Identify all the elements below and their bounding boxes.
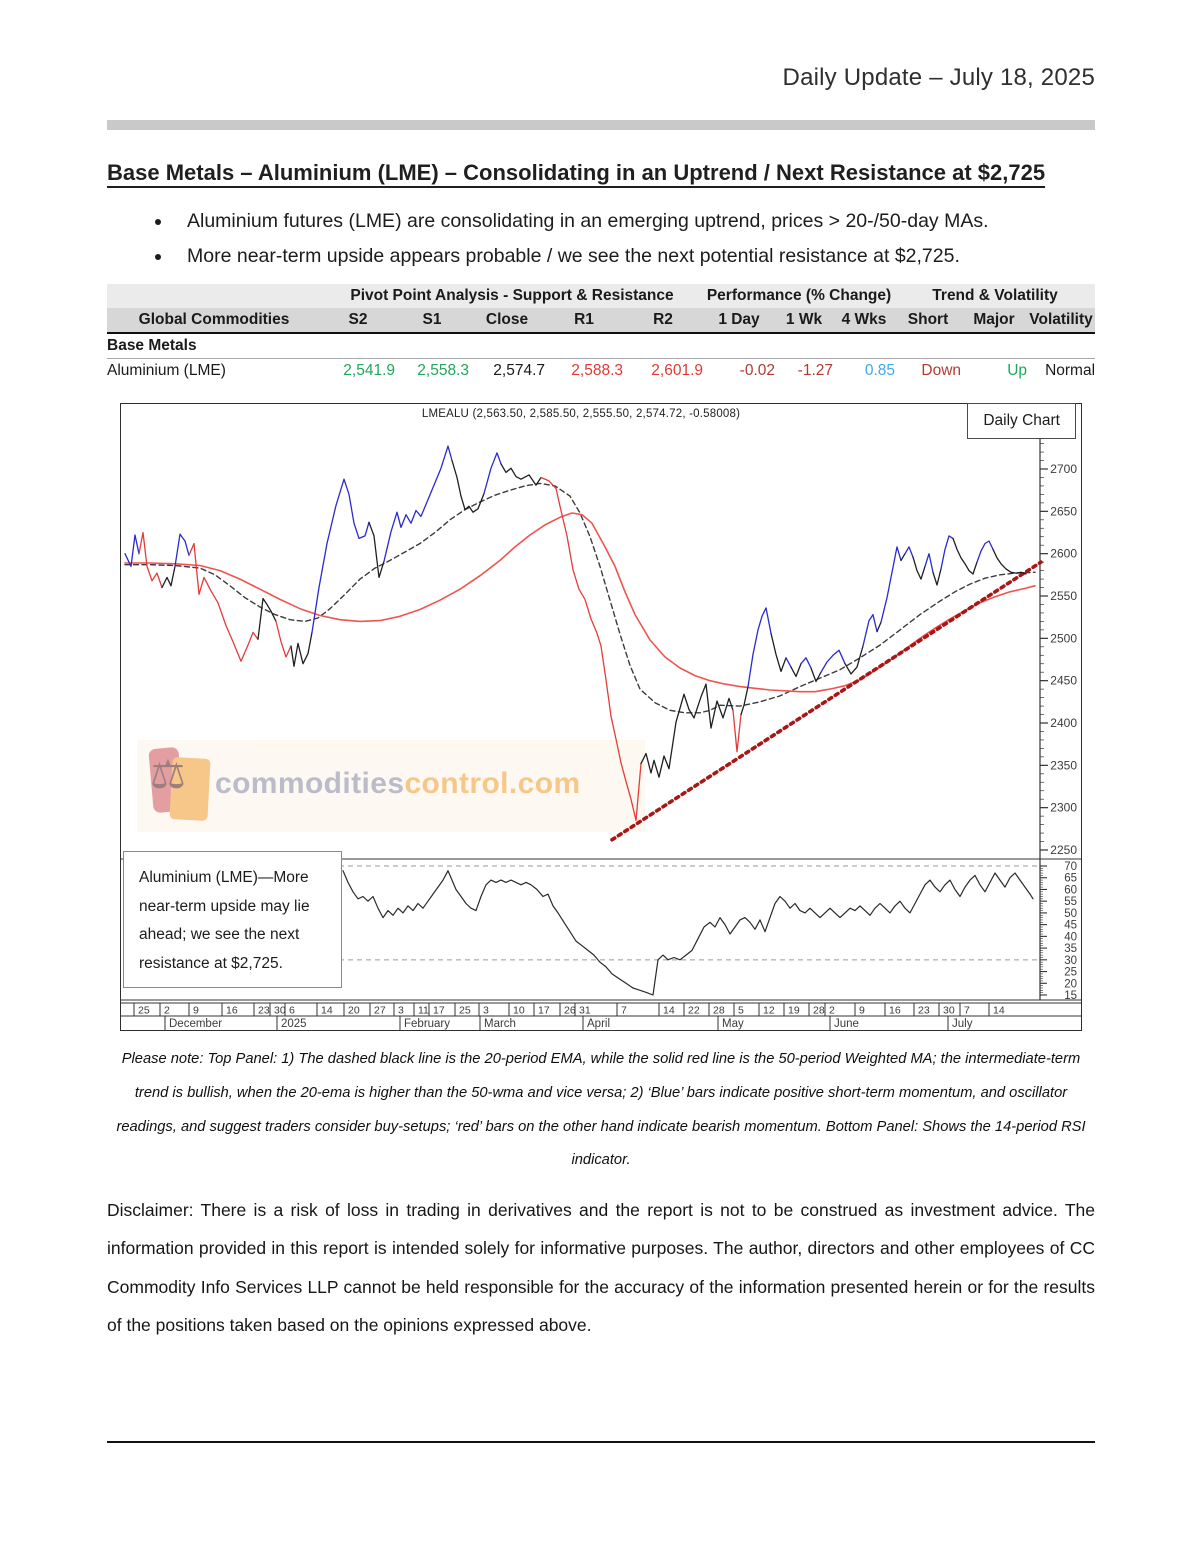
svg-text:19: 19 <box>788 1004 800 1017</box>
col-s2: S2 <box>321 308 395 333</box>
chart-footnote: Please note: Top Panel: 1) The dashed black line is the 20-period EMA, while the solid red line is the 50-period Weighted MA; the intermediate-term trend is bullish, when the 20-ema is higher than the 50-wma and vice versa; 2) ‘Blue’ bars indicate positive short-term momentum, and oscillator readings, and suggest traders consider buy-setups; ‘red’ bars on the other hand indicate bearish momentum. Bottom Panel: Shows the 14-period RSI indicator. <box>116 1051 1086 1169</box>
cell-close: 2,574.7 <box>469 359 545 384</box>
cell-1wk: -1.27 <box>775 359 833 384</box>
svg-text:6: 6 <box>289 1004 295 1017</box>
footer-rule <box>107 1441 1095 1443</box>
svg-text:March: March <box>484 1018 516 1030</box>
cell-4wks: 0.85 <box>833 359 895 384</box>
svg-text:2250: 2250 <box>1050 843 1077 857</box>
svg-text:55: 55 <box>1064 896 1077 909</box>
cell-volatility: Normal <box>1027 359 1095 384</box>
svg-text:25: 25 <box>138 1004 150 1017</box>
svg-text:23: 23 <box>258 1004 270 1017</box>
svg-text:9: 9 <box>193 1004 199 1017</box>
svg-text:20: 20 <box>348 1004 360 1017</box>
col-global-commodities: Global Commodities <box>107 308 321 333</box>
svg-text:35: 35 <box>1064 943 1077 956</box>
watermark-text: commoditiescontrol.com <box>215 767 581 800</box>
svg-text:65: 65 <box>1064 872 1077 885</box>
svg-text:60: 60 <box>1064 884 1077 897</box>
svg-text:2350: 2350 <box>1050 758 1077 773</box>
group-header-performance: Performance (% Change) <box>703 284 895 308</box>
svg-text:31: 31 <box>579 1004 591 1017</box>
svg-text:7: 7 <box>964 1004 970 1017</box>
col-r1: R1 <box>545 308 623 333</box>
svg-text:2: 2 <box>829 1004 835 1017</box>
svg-text:3: 3 <box>483 1004 489 1017</box>
svg-text:22: 22 <box>688 1004 700 1017</box>
svg-text:June: June <box>834 1018 859 1030</box>
svg-text:7: 7 <box>621 1004 627 1017</box>
svg-text:50: 50 <box>1064 907 1077 920</box>
svg-text:2400: 2400 <box>1050 716 1077 730</box>
col-1wk: 1 Wk <box>775 308 833 333</box>
svg-text:2550: 2550 <box>1050 589 1077 603</box>
svg-text:2450: 2450 <box>1050 673 1077 688</box>
col-major: Major <box>961 308 1027 333</box>
svg-text:2650: 2650 <box>1050 504 1077 519</box>
chart-title: LMEALU (2,563.50, 2,585.50, 2,555.50, 2,574.72, -0.58008) <box>421 408 741 420</box>
svg-text:2700: 2700 <box>1050 462 1077 476</box>
svg-text:2: 2 <box>164 1004 170 1017</box>
svg-text:2600: 2600 <box>1050 546 1077 561</box>
svg-text:17: 17 <box>433 1004 445 1017</box>
svg-text:27: 27 <box>374 1004 386 1017</box>
table-column-header-row <box>107 308 1095 333</box>
disclaimer: Disclaimer: There is a risk of loss in trading in derivatives and the report is not to be construed as investment advice. The information provided in this report is intended solely for informative purposes. The author, directors and other employees of CC Commodity Info Services LLP cannot be held responsible for the accuracy of the information presented herein or for the results of the positions taken based on the opinions expressed above. <box>107 1200 1095 1335</box>
svg-text:16: 16 <box>226 1004 238 1017</box>
svg-text:2025: 2025 <box>281 1018 307 1030</box>
cell-1day: -0.02 <box>703 359 775 384</box>
section-row-label: Base Metals <box>107 333 1095 359</box>
cell-r1: 2,588.3 <box>545 359 623 384</box>
svg-text:14: 14 <box>993 1004 1005 1017</box>
svg-text:15: 15 <box>1064 990 1077 1002</box>
svg-text:16: 16 <box>889 1004 901 1017</box>
bullet-list <box>107 210 1095 268</box>
svg-text:30: 30 <box>274 1004 286 1017</box>
bullet-item: • Aluminium futures (LME) are consolidating in an emerging uptrend, prices > 20-/50-day MAs. <box>173 210 1095 233</box>
chart-annotation: Aluminium (LME)—More near-term upside may lie ahead; we see the next resistance at $2,725. <box>123 851 342 988</box>
svg-text:3: 3 <box>398 1004 404 1017</box>
svg-text:40: 40 <box>1064 931 1077 944</box>
col-4wks: 4 Wks <box>833 308 895 333</box>
svg-text:70: 70 <box>1064 861 1077 873</box>
col-volatility: Volatility <box>1027 308 1095 333</box>
svg-text:April: April <box>587 1018 611 1030</box>
group-header-trend: Trend & Volatility <box>895 284 1095 308</box>
svg-text:28: 28 <box>813 1004 825 1017</box>
svg-text:February: February <box>404 1018 451 1030</box>
svg-text:11: 11 <box>418 1004 429 1017</box>
svg-text:2300: 2300 <box>1050 800 1077 815</box>
svg-text:July: July <box>952 1018 973 1030</box>
col-1day: 1 Day <box>703 308 775 333</box>
daily-chart-panel <box>120 403 1082 1031</box>
svg-text:2500: 2500 <box>1050 631 1077 646</box>
svg-text:December: December <box>169 1018 223 1030</box>
svg-text:9: 9 <box>859 1004 865 1017</box>
svg-text:45: 45 <box>1064 919 1077 932</box>
svg-text:26: 26 <box>564 1004 576 1017</box>
table-corner-cell <box>107 284 321 308</box>
table-section-row <box>107 333 1095 359</box>
svg-text:20: 20 <box>1064 978 1077 991</box>
header-divider-bar <box>107 120 1095 130</box>
doc-header-title: Daily Update – July 18, 2025 <box>782 64 1095 91</box>
cell-major-trend: Up <box>961 359 1027 384</box>
cell-r2: 2,601.9 <box>623 359 703 384</box>
svg-text:25: 25 <box>1064 966 1077 979</box>
section-title: Base Metals – Aluminium (LME) – Consolidating in an Uptrend / Next Resistance at $2,725 <box>107 160 1046 185</box>
svg-text:5: 5 <box>738 1004 744 1017</box>
svg-text:10: 10 <box>513 1004 525 1017</box>
svg-text:14: 14 <box>663 1004 675 1017</box>
table-row <box>107 359 1095 384</box>
table-group-header-row <box>107 284 1095 308</box>
svg-text:28: 28 <box>713 1004 725 1017</box>
svg-text:23: 23 <box>918 1004 930 1017</box>
svg-text:17: 17 <box>538 1004 550 1017</box>
group-header-pivot: Pivot Point Analysis - Support & Resistance <box>321 284 703 308</box>
svg-text:30: 30 <box>943 1004 955 1017</box>
bullet-item: • More near-term upside appears probable / we see the next potential resistance at $2,725. <box>173 245 1095 268</box>
cell-s2: 2,541.9 <box>321 359 395 384</box>
col-r2: R2 <box>623 308 703 333</box>
scales-icon: ⚖ <box>150 752 186 798</box>
daily-chart-label: Daily Chart <box>967 403 1076 439</box>
col-s1: S1 <box>395 308 469 333</box>
cell-s1: 2,558.3 <box>395 359 469 384</box>
cell-short-trend: Down <box>895 359 961 384</box>
svg-text:25: 25 <box>459 1004 471 1017</box>
cell-commodity-name: Aluminium (LME) <box>107 359 321 384</box>
svg-text:May: May <box>722 1018 744 1030</box>
col-short: Short <box>895 308 961 333</box>
svg-text:12: 12 <box>763 1004 775 1017</box>
col-close: Close <box>469 308 545 333</box>
pivot-table <box>107 284 1095 383</box>
svg-text:30: 30 <box>1064 954 1077 967</box>
svg-text:14: 14 <box>321 1004 333 1017</box>
